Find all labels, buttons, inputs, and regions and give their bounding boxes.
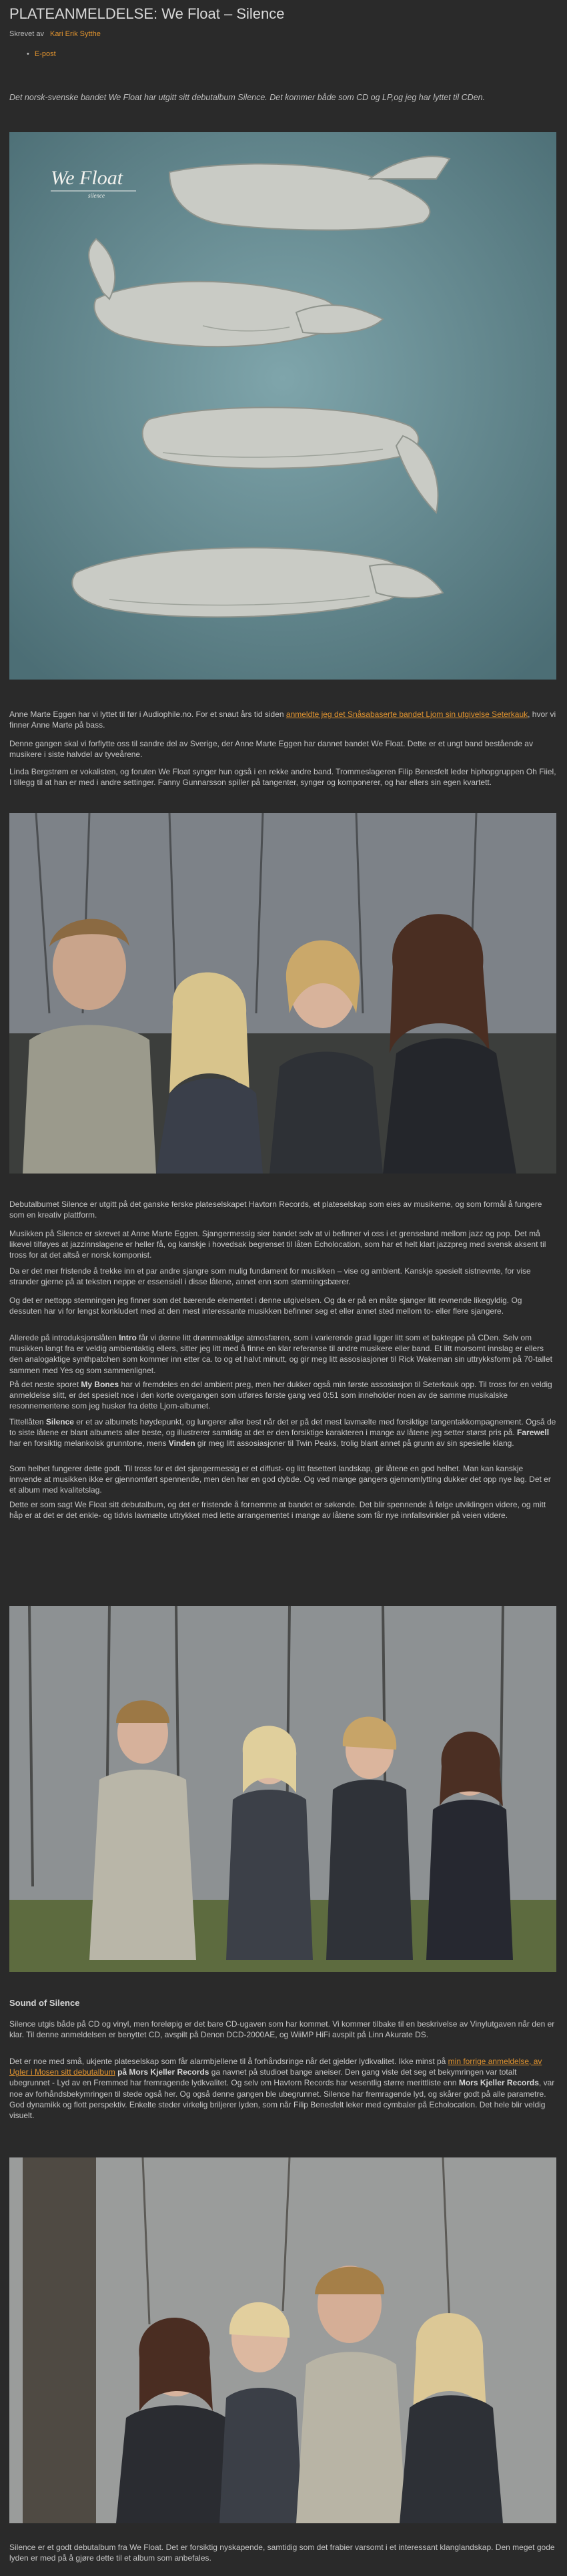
paragraph-6: Da er det mer fristende å trekke inn et par andre sjangre som mulig fundament for musikken – vise og ambient. Kanskje spesielt sistnevnte, for vise strander gjerne på at teksten neppe er essensiell i disse låtene, annet enn som stemningsbærer. xyxy=(9,1266,531,1287)
article-title: PLATEANMELDELSE: We Float – Silence xyxy=(9,5,285,22)
paragraph-3: Linda Bergstrøm er vokalisten, og foruten We Float synger hun også i en rekke andre band. Trommeslageren Filip Benesfelt leder hiphopgruppen Oh Fiiel, I tillegg til at han er med i andre settinger. Fanny Gunnarsson spiller på tangenter, synger og komponerer, og har ellers sin egen kvartett. xyxy=(9,767,556,788)
band-photo-1 xyxy=(9,813,556,1174)
paragraph-14: Det er noe med små, ukjente plateselskap som får alarmbjellene til å forhåndsringe når det gjelder lydkvalitet. Ikke minst på min forrige anmeldelse, av Ugler i Mosen sitt debutalbum på Mors Kjeller Records ga navnet på studioet bange aneiser. Den gang viste det seg et bekymringen var totalt ubegrunnet - Lyd av en Fremmed har fremragende lydkvalitet. Og selv om Havtorn Records har vesentlig større merittliste enn Mors Kjeller Records, var noe av forhåndsbekymringen til stede også her. Og også denne gangen ble ubegrunnet. Silence har fremragende lyd, og skårer godt på alle parametre. God dynamikk og flott perspektiv. Enkelte steder virkelig briljerer lyden, som når Filip Benesfelt leker med cymbaler på Echolocation. Det hele blir veldig visuelt. xyxy=(9,2057,555,2120)
paragraph-5: Musikken på Silence er skrevet at Anne Marte Eggen. Sjangermessig sier bandet selv at vi befinner vi oss i et grenseland mellom jazz og pop. Det må likevel tilføyes at jazzinnslagene er heller få, og kanskje i hovedsak begrenset til låten Echolocation, som har et helt klart jazzpreg med svensk aksent til tross for at det altså er norsk komponist. xyxy=(9,1229,546,1260)
cover-album-title: silence xyxy=(88,192,105,199)
p1-text: Anne Marte Eggen har vi lyttet til før i Audiophile.no. For et snaut års tid siden xyxy=(9,710,286,719)
paragraph-4: Debutalbumet Silence er utgitt på det ganske ferske plateselskapet Havtorn Records, et plateselskap som eies av musikerne, og som formål å fungere som en kreativ plattform. xyxy=(9,1200,542,1220)
paragraph-9: På det neste sporet My Bones har vi fremdeles en del ambient preg, men her dukker også min første assosiasjon til Seterkauk opp. Til tross for en veldig anmeldelse slitt, er det spesielt noe i den korte overgangen som utføres første gang ved 0:51 som inneholder noen av de samme musikalske resonnementene som jeg husker fra dette Ljom-albumet. xyxy=(9,1380,552,1411)
section-heading-sound: Sound of Silence xyxy=(9,1998,80,2008)
ljom-review-link[interactable]: anmeldte jeg det Snåsabaserte bandet Ljom sin utgivelse Seterkauk xyxy=(286,710,528,719)
paragraph-12: Dette er som sagt We Float sitt debutalbum, og det er fristende å fornemme at bandet er søkende. Det blir spennende å følge utviklingen videre, og mitt håp er at det er det enkle- og tidvis lavmælte uttrykket med lette arrangementet i mange av låtene som får nye innfallsvinkler på veien videre. xyxy=(9,1500,546,1521)
paragraph-7: Og det er nettopp stemningen jeg finner som det bærende elementet i denne utgivelsen. Og da er på en måte sjanger litt revnende likegyldig. Og dessuten har vi for lengst konkludert med at den mest interessante musikken befinner seg et eller annet sted mellom to- eller flere sjangere. xyxy=(9,1296,522,1316)
paragraph-13: Silence utgis både på CD og vinyl, men foreløpig er det bare CD-ugaven som har kommet. Vi kommer tilbake til en beskrivelse av Vinylutgaven når den er klar. Til denne anmeldelsen er benyttet CD, avspilt på Denon DCD-2000AE, og WiiMP HiFi avspilt på Linn Akurate DS. xyxy=(9,2019,555,2040)
album-cover-image xyxy=(9,132,556,680)
paragraph-2: Denne gangen skal vi forflytte oss til sandre del av Sverige, der Anne Marte Eggen har dannet bandet We Float. Dette er et ungt band bestående av musikere i siste halvdel av tyveårene. xyxy=(9,739,533,760)
author-link[interactable]: Kari Erik Sytthe xyxy=(50,30,101,38)
band-photo-2-art xyxy=(9,1606,556,1972)
article-intro: Det norsk-svenske bandet We Float har utgitt sitt debutalbum Silence. Det kommer både som CD og LP,og jeg har lyttet til CDen. xyxy=(9,93,486,102)
cover-band-logo: We Float xyxy=(51,167,123,189)
paragraph-10: Tittellåten Silence er et av albumets høydepunkt, og lungerer aller best når det er på det mest lavmælte med forsiktige tangentakkompagnement. Også de to siste låtene er blant albumets aller beste, og illustrerer samtidig at det er den forsiktige karakteren i mange av låtene jeg setter størst pris på. Farewell har en forsiktig melankolsk grunntone, mens Vinden gir meg litt assosiasjoner til Twin Peaks, trolig blant annet på grunn av sin spesielle klang. xyxy=(9,1417,556,1449)
band-photo-1-art xyxy=(9,813,556,1174)
paragraph-1 xyxy=(9,709,556,730)
ugler-review-link[interactable]: min forrige anmeldelse, av Ugler i Mosen sitt debutalbum xyxy=(9,2057,542,2077)
byline xyxy=(9,29,101,39)
email-link[interactable]: • E-post xyxy=(27,49,56,59)
band-photo-2 xyxy=(9,1606,556,1972)
byline-prefix: Skrevet av xyxy=(9,30,44,38)
p1-text-end: , hvor vi finner Anne Marte på bass. xyxy=(9,710,556,730)
paragraph-15: Silence er et godt debutalbum fra We Float. Det er forsiktig nyskapende, samtidig som det frabier varsomt i et interessant klanglandskap. Den meget gode lyden er med på å gjøre dette til et album som anbefales. xyxy=(9,2543,555,2563)
album-cover-art xyxy=(9,132,556,680)
paragraph-8: Allerede på introduksjonslåten Intro får vi denne litt drømmeaktige atmosfæren, som i varierende grad ligger litt som et bakteppe på CDen. Selv om musikken langt fra er veldig ambientaktig ellers, sitter jeg litt med å finne en klar referanse til andre musikere eller band. Et litt morsomt innslag er ellers den analogaktige synthpatchen som kommer inn etter ca. to og et halvt minutt, og gir meg litt assosiasjoner til Rick Wakeman sin uttrykksform på 70-tallet sammen med Yes og som sammenlignet. xyxy=(9,1333,552,1375)
band-photo-3 xyxy=(9,2157,556,2523)
band-photo-3-art xyxy=(9,2157,556,2523)
paragraph-11: Som helhet fungerer dette godt. Til tross for et det sjangermessig er et diffust- og litt fasettert landskap, gir låtene en god helhet. Man kan kanskje innvende at musikken ikke er gjennomført spennende, men den har en god dybde. Og ved mange gangers gjennomlytting dukker det opp nye lag. Det er et album med kvalitetslag. xyxy=(9,1464,551,1495)
